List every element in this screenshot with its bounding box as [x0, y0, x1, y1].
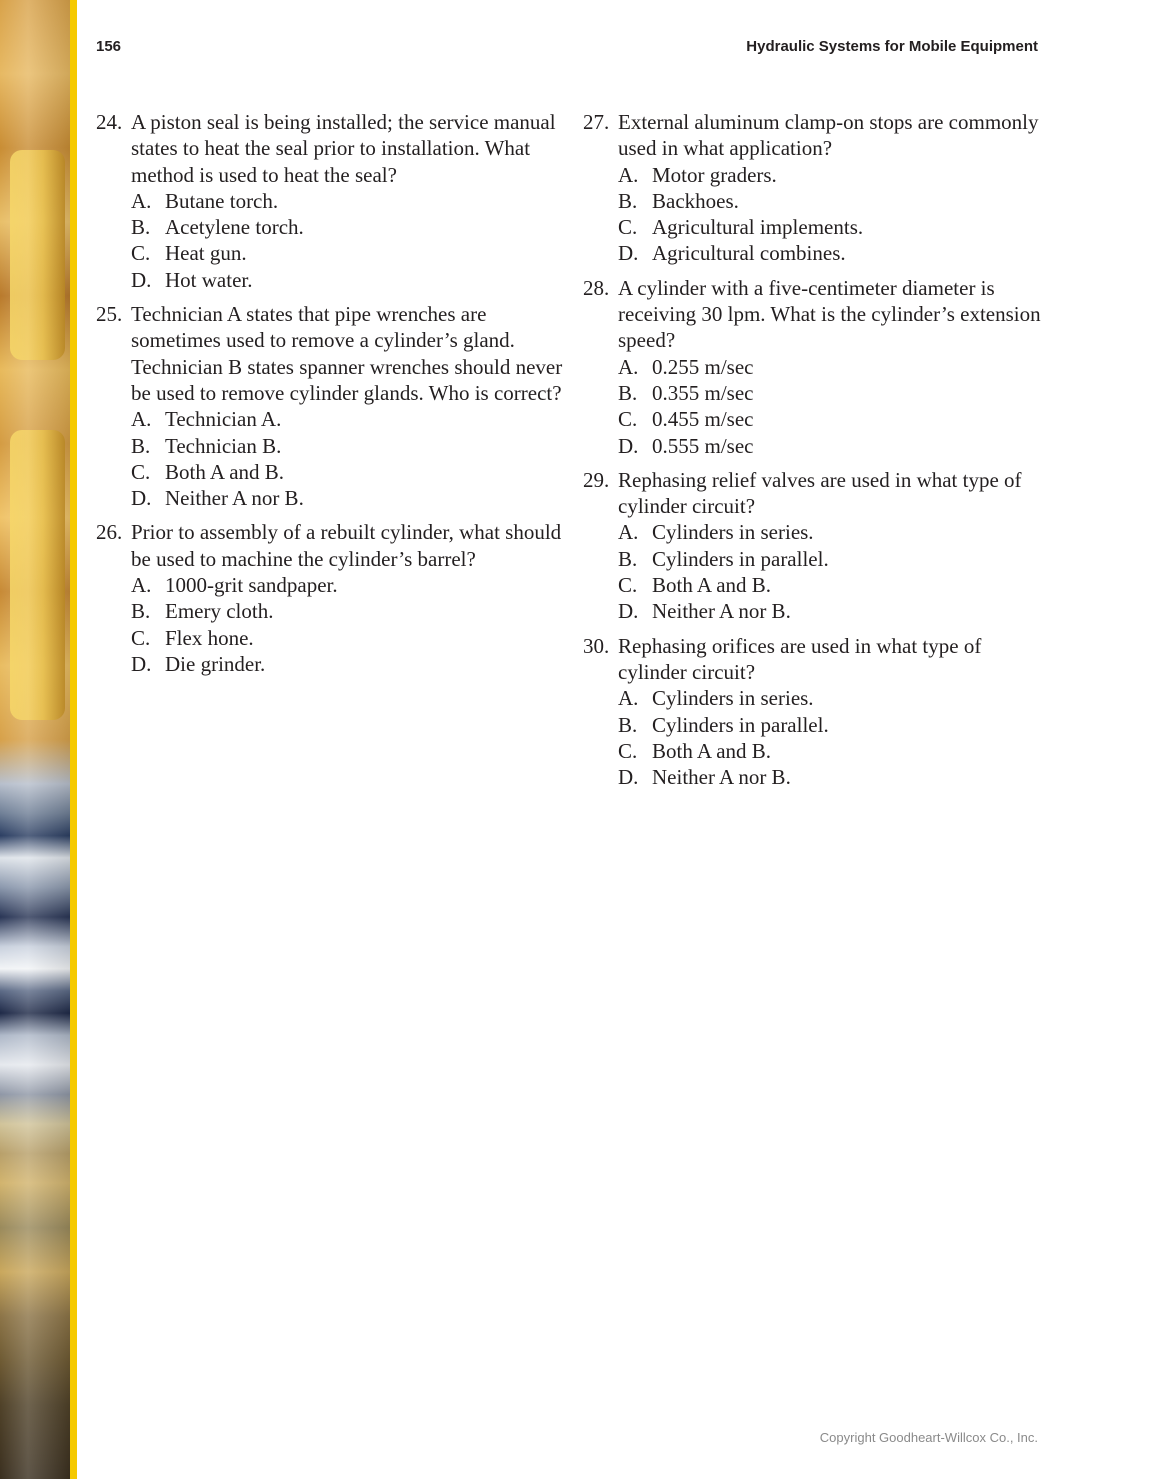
question-stem: [583, 109, 1053, 162]
option-letter: D.: [618, 241, 639, 266]
option-letter: C.: [618, 738, 638, 763]
option-text: Cylinders in parallel.: [652, 546, 829, 571]
copyright-notice: Copyright Goodheart-Willcox Co., Inc.: [819, 1430, 1038, 1445]
option-text: Technician A.: [165, 407, 282, 432]
question-text: A cylinder with a five-centimeter diameter is receiving 30 lpm. What is the cylinder’s extension speed?: [618, 275, 1041, 353]
option-text: Hot water.: [165, 267, 253, 292]
answer-option: [96, 214, 566, 240]
option-letter: A.: [618, 520, 639, 545]
answer-option: [583, 598, 1053, 624]
option-text: Technician B.: [165, 433, 282, 458]
option-text: Neither A nor B.: [165, 486, 304, 511]
option-letter: D.: [131, 486, 152, 511]
question-stem: [96, 109, 566, 188]
option-text: Neither A nor B.: [652, 765, 791, 790]
question-stem: [96, 519, 566, 572]
option-letter: B.: [618, 380, 638, 405]
option-letter: B.: [131, 433, 151, 458]
option-letter: A.: [131, 188, 152, 213]
answer-option: [583, 738, 1053, 764]
option-text: Both A and B.: [652, 738, 772, 763]
answer-option: [96, 572, 566, 598]
option-text: Neither A nor B.: [652, 599, 791, 624]
option-letter: A.: [618, 686, 639, 711]
answer-option: [583, 685, 1053, 711]
photo-highlight: [0, 0, 70, 1479]
option-text: 0.255 m/sec: [652, 354, 754, 379]
answer-option: [96, 240, 566, 266]
option-letter: B.: [618, 546, 638, 571]
question-stem: [96, 301, 566, 406]
question-number: 29.: [583, 467, 610, 492]
answer-option: [583, 764, 1053, 790]
question-text: Prior to assembly of a rebuilt cylinder, what should be used to machine the cylinder’s barrel?: [131, 520, 562, 571]
answer-option: [96, 433, 566, 459]
option-text: Both A and B.: [652, 573, 772, 598]
question-number: 25.: [96, 302, 123, 327]
question-text: Rephasing orifices are used in what type of cylinder circuit?: [618, 633, 982, 684]
answer-option: [96, 598, 566, 624]
option-text: Die grinder.: [165, 651, 266, 676]
option-letter: C.: [131, 459, 151, 484]
answer-option: [96, 651, 566, 677]
question-text: Rephasing relief valves are used in what type of cylinder circuit?: [618, 467, 1022, 519]
option-letter: D.: [131, 267, 152, 292]
question-number: 30.: [583, 633, 610, 658]
question-stem: [583, 633, 1053, 686]
option-text: Cylinders in series.: [652, 520, 814, 545]
question-27: [583, 109, 1053, 267]
option-letter: C.: [618, 407, 638, 432]
option-text: Agricultural implements.: [652, 215, 864, 240]
page-number: 156: [96, 38, 122, 55]
option-letter: A.: [131, 573, 152, 598]
answer-option: [583, 546, 1053, 572]
question-stem: [583, 275, 1053, 354]
right-column: [583, 109, 1053, 798]
option-letter: C.: [618, 573, 638, 598]
decorative-side-photo: [0, 0, 70, 1479]
answer-option: [583, 188, 1053, 214]
answer-option: [583, 406, 1053, 432]
question-number: 28.: [583, 275, 610, 300]
question-28: [583, 275, 1053, 459]
answer-option: [96, 406, 566, 432]
answer-option: [583, 712, 1053, 738]
question-stem: [583, 467, 1053, 520]
accent-rule: [70, 0, 77, 1479]
answer-option: [583, 519, 1053, 545]
option-letter: B.: [618, 712, 638, 737]
option-text: Motor graders.: [652, 162, 777, 187]
answer-option: [583, 162, 1053, 188]
option-text: Butane torch.: [165, 188, 279, 213]
option-letter: A.: [618, 354, 639, 379]
answer-option: [583, 433, 1053, 459]
answer-option: [96, 625, 566, 651]
option-letter: C.: [618, 215, 638, 240]
option-text: Cylinders in series.: [652, 686, 814, 711]
option-letter: A.: [618, 162, 639, 187]
question-24: [96, 109, 566, 293]
question-29: [583, 467, 1053, 625]
option-text: Heat gun.: [165, 241, 247, 266]
option-letter: B.: [131, 215, 151, 240]
answer-option: [583, 572, 1053, 598]
answer-option: [583, 240, 1053, 266]
question-number: 26.: [96, 520, 123, 545]
question-text: Technician A states that pipe wrenches are sometimes used to remove a cylinder’s gland. Technician B states spanner wrenches should never be used to remove cylinder glands. Who is correct?: [131, 302, 563, 405]
option-letter: C.: [131, 241, 151, 266]
answer-option: [96, 459, 566, 485]
option-letter: D.: [618, 599, 639, 624]
left-column: [96, 109, 566, 685]
option-letter: D.: [618, 433, 639, 458]
question-number: 27.: [583, 110, 610, 134]
option-letter: D.: [618, 765, 639, 790]
option-text: 0.555 m/sec: [652, 433, 754, 458]
option-letter: A.: [131, 407, 152, 432]
answer-option: [583, 354, 1053, 380]
question-26: [96, 519, 566, 677]
option-text: 0.355 m/sec: [652, 380, 754, 405]
running-head: Hydraulic Systems for Mobile Equipment: [746, 38, 1038, 55]
question-30: [583, 633, 1053, 791]
option-letter: B.: [131, 599, 151, 624]
option-text: Cylinders in parallel.: [652, 712, 829, 737]
option-letter: C.: [131, 625, 151, 650]
option-text: Backhoes.: [652, 188, 739, 213]
question-text: A piston seal is being installed; the service manual states to heat the seal prior to installation. What method is used to heat the seal?: [131, 110, 556, 187]
option-text: Agricultural combines.: [652, 241, 846, 266]
answer-option: [583, 214, 1053, 240]
option-text: 1000-grit sandpaper.: [165, 573, 338, 598]
question-number: 24.: [96, 110, 123, 134]
question-text: External aluminum clamp-on stops are commonly used in what application?: [618, 110, 1039, 161]
option-text: Both A and B.: [165, 459, 285, 484]
option-text: Emery cloth.: [165, 599, 274, 624]
answer-option: [96, 267, 566, 293]
option-text: Acetylene torch.: [165, 215, 304, 240]
option-letter: D.: [131, 651, 152, 676]
option-text: Flex hone.: [165, 625, 254, 650]
answer-option: [583, 380, 1053, 406]
answer-option: [96, 485, 566, 511]
question-25: [96, 301, 566, 511]
answer-option: [96, 188, 566, 214]
option-letter: B.: [618, 188, 638, 213]
option-text: 0.455 m/sec: [652, 407, 754, 432]
